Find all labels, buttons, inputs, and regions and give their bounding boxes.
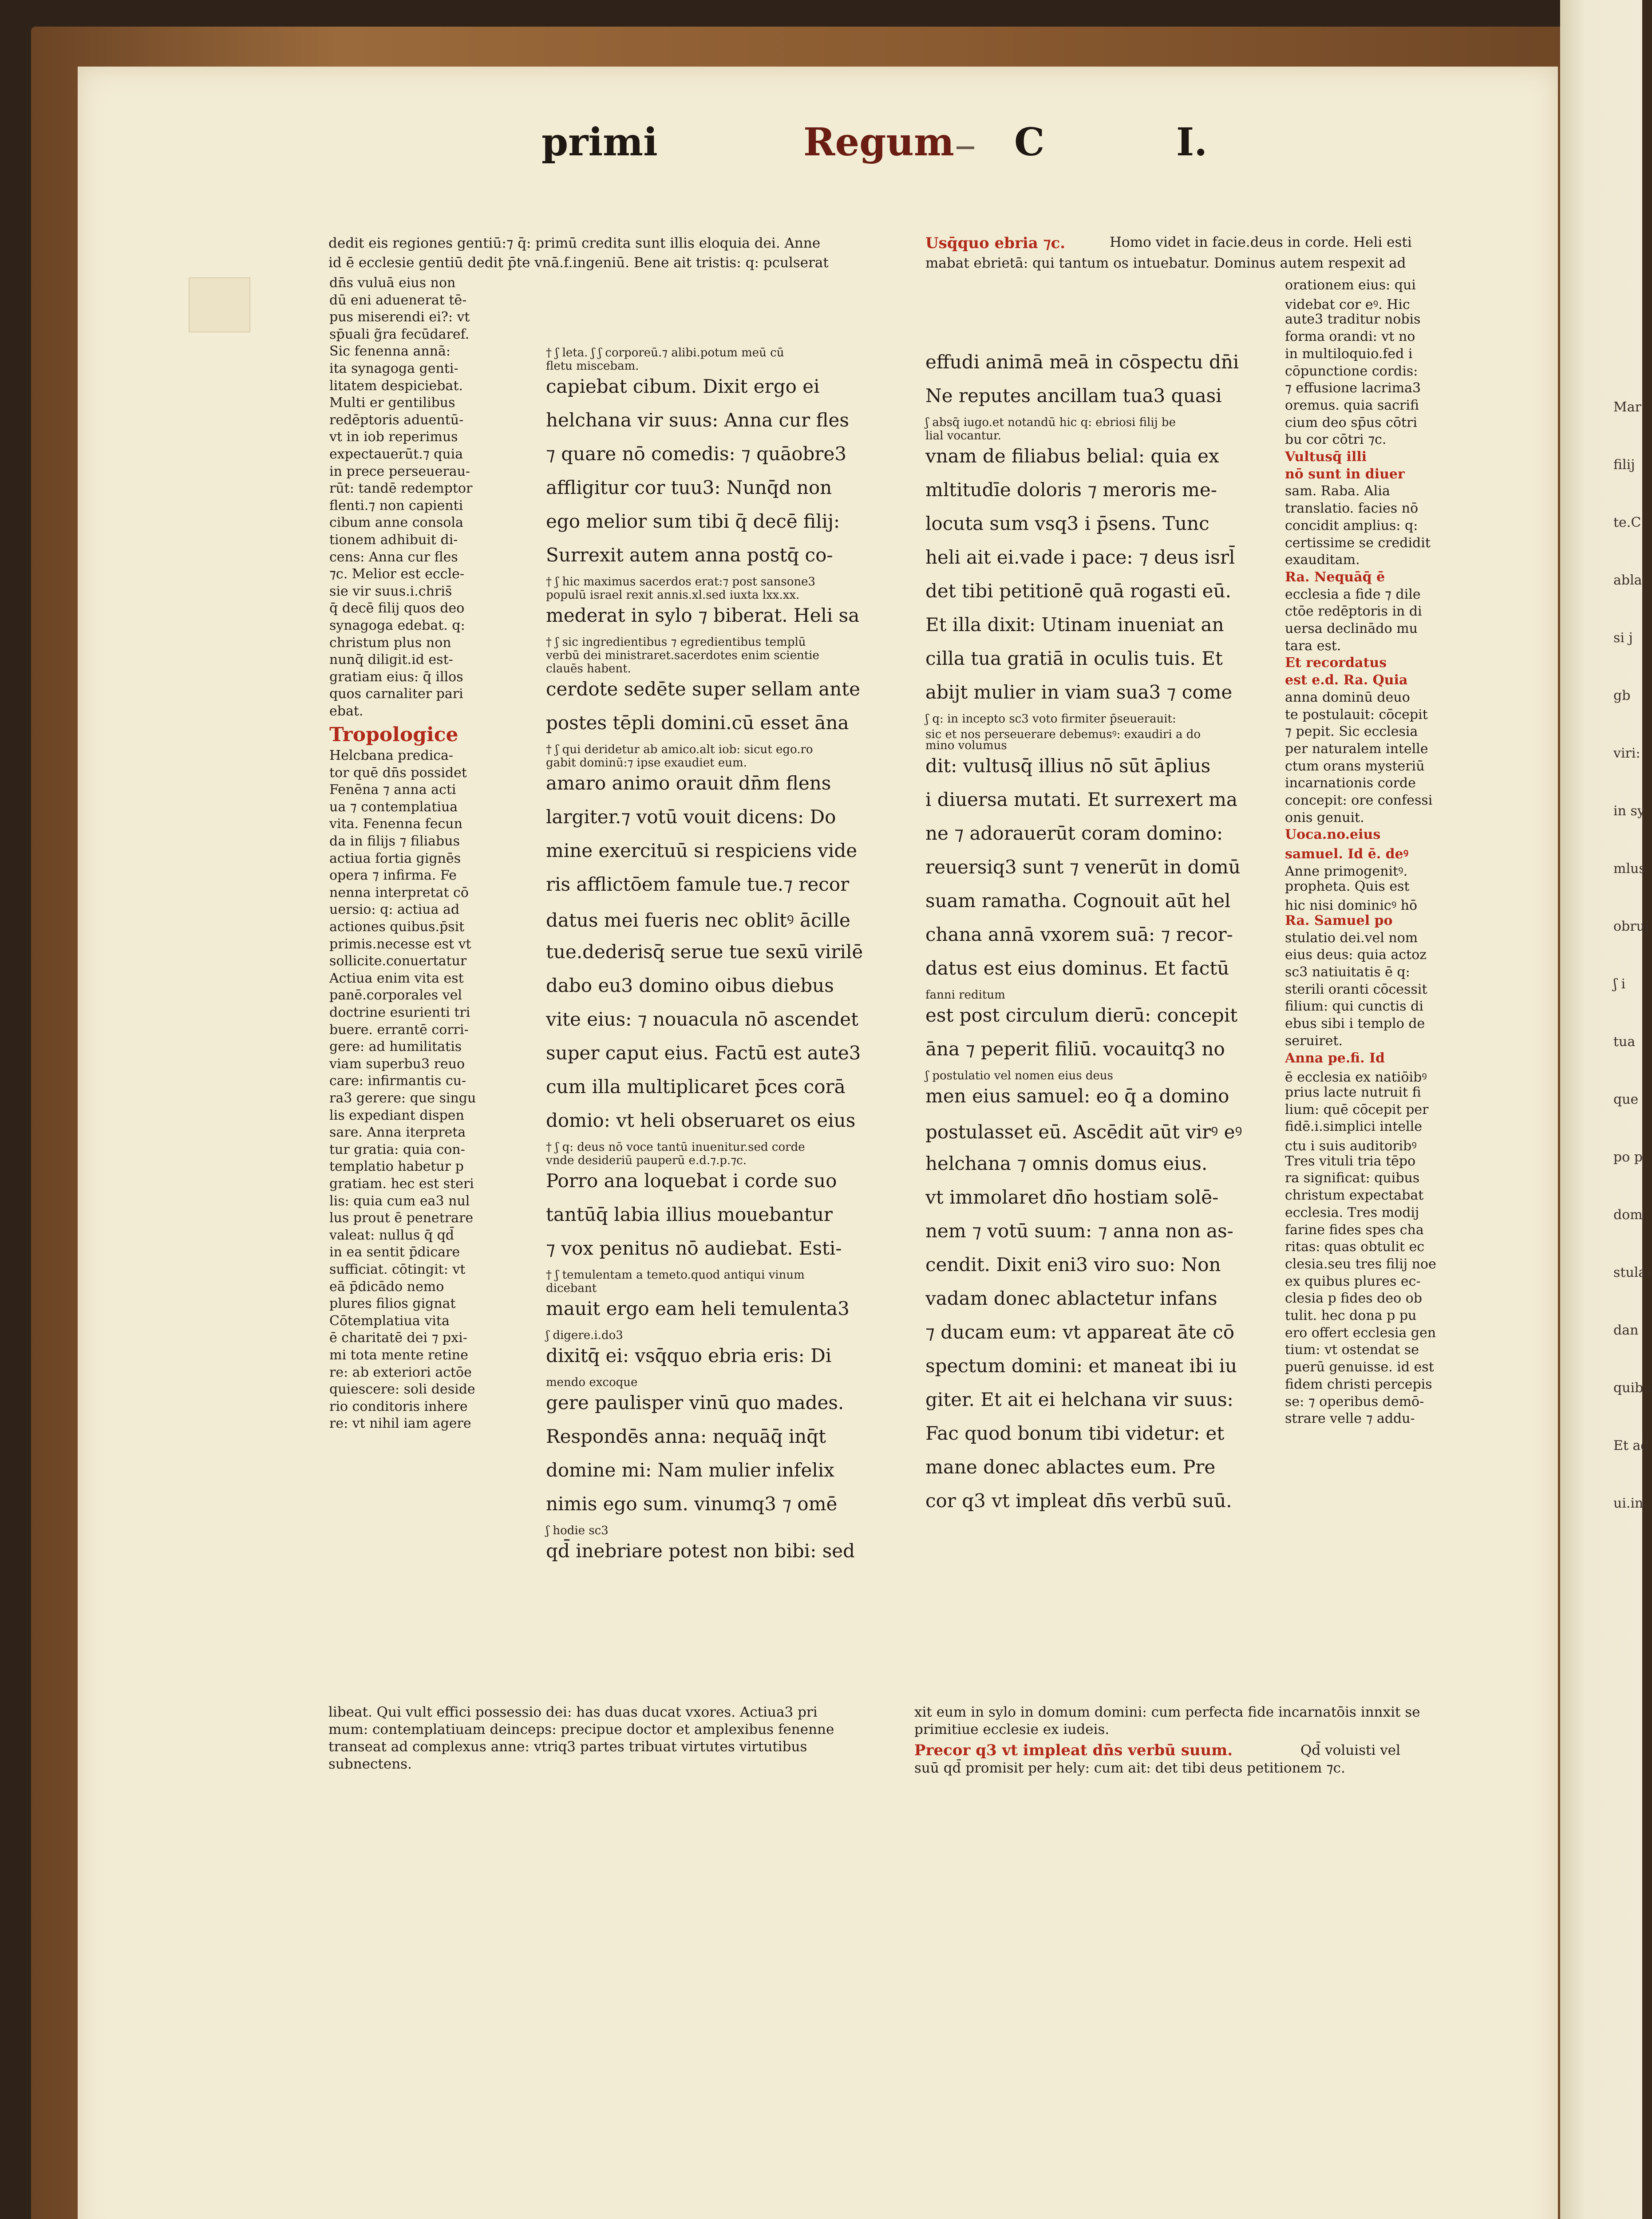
gloss-line: sufficiat. cōtingit: vt — [329, 1262, 466, 1277]
gloss-line: expectauerūt.⁊ quia — [329, 446, 463, 462]
interlinear-gloss: † ʃ qui deridetur ab amico.alt iob: sicut ego.ro — [546, 743, 813, 756]
gloss-line: valeat: nullus q̄ qd̄ — [329, 1227, 454, 1243]
gloss-line: tara est. — [1285, 638, 1341, 654]
text-line: Fac quod bonum tibi videtur: et — [925, 1422, 1225, 1444]
gloss-line: exauditam. — [1285, 552, 1360, 568]
gloss-line: ē charitatē dei ⁊ pxi- — [329, 1330, 467, 1346]
text-line: nimis ego sum. vinumq3 ⁊ omē — [546, 1493, 838, 1515]
gloss-line: fidē.i.simplici intelle — [1285, 1119, 1423, 1135]
running-head-left: primi — [541, 120, 658, 165]
text-line: nem ⁊ votū suum: ⁊ anna non as- — [925, 1220, 1233, 1242]
next-page-fragment: que — [1613, 1092, 1639, 1107]
gloss-line: tionem adhibuit di- — [329, 532, 458, 548]
gloss-line: sollicite.conuertatur — [329, 953, 467, 969]
gloss-line: vt in iob reperimus — [329, 429, 458, 445]
gloss-line: Fenēna ⁊ anna acti — [329, 782, 456, 798]
next-page-fragment: te.C — [1613, 515, 1641, 530]
text-line: vt immolaret dn̄o hostiam solē- — [925, 1186, 1219, 1208]
text-line: Et illa dixit: Utinam inueniat an — [925, 614, 1224, 636]
next-page-fragment: obrul — [1613, 919, 1649, 934]
gloss-line: cōpunctione cordis: — [1285, 363, 1418, 379]
gloss-line: primis.necesse est vt — [329, 936, 471, 952]
gloss-line: eius deus: quia actoz — [1285, 947, 1427, 963]
gloss-line: Tres vituli tria tēpo — [1285, 1153, 1416, 1169]
gloss-line: Helcbana predica- — [329, 748, 454, 763]
gloss-line: ⁊c. Melior est eccle- — [329, 566, 464, 582]
text-line: vadam donec ablactetur infans — [925, 1287, 1217, 1309]
gloss-line: da in filijs ⁊ filiabus — [329, 833, 460, 849]
gloss-line: oremus. quia sacrifi — [1285, 397, 1419, 413]
gloss-line: sp̄uali g̃ra fecūdaref. — [329, 326, 470, 342]
text-line: capiebat cibum. Dixit ergo ei — [546, 375, 820, 397]
text-line: vnam de filiabus belial: quia ex — [925, 445, 1219, 467]
gloss-line: nenna interpretat cō — [329, 884, 469, 900]
text-line: postes tēpli domini.cū esset āna — [546, 712, 849, 734]
text-line: qd̄ inebriare potest non bibi: sed — [546, 1540, 855, 1562]
text-line: suam ramatha. Cognouit aūt hel — [925, 890, 1231, 912]
paper-tab — [189, 277, 250, 332]
gloss-line: uersa declinādo mu — [1285, 621, 1418, 636]
text-line: spectum domini: et maneat ibi iu — [925, 1355, 1237, 1377]
interlinear-gloss: vnde desideriū pauperū e.d.⁊.p.⁊c. — [546, 1154, 747, 1167]
gloss-line: actiones quibus.p̄sit — [329, 919, 465, 935]
gloss-line: mum: contemplatiuam deinceps: precipue doctor et amplexibus fenenne — [328, 1722, 834, 1737]
gloss-line: Et recordatus — [1285, 655, 1387, 671]
text-line: abijt mulier in viam sua3 ⁊ come — [925, 681, 1233, 703]
gloss-line: ecclesia. Tres modij — [1285, 1204, 1419, 1220]
text-line: det tibi petitionē quā rogasti eū. — [925, 580, 1231, 602]
gloss-line: anna dominū deuo — [1285, 689, 1410, 705]
text-line: cum illa multiplicaret p̄ces corā — [546, 1076, 846, 1098]
text-line: gere paulisper vinū quo mades. — [546, 1392, 844, 1414]
gloss-line: dn̄s vuluā eius non — [329, 275, 456, 291]
gloss-line: primitiue ecclesie ex iudeis. — [914, 1722, 1110, 1737]
gloss-line: Cōtemplatiua vita — [329, 1313, 450, 1329]
text-line: heli ait ei.vade i pace: ⁊ deus isrl̄ — [925, 546, 1235, 568]
gloss-line: Actiua enim vita est — [329, 970, 464, 986]
text-line: āna ⁊ peperit filiū. vocauitq3 no — [925, 1038, 1225, 1060]
next-page-fragment: filij — [1613, 457, 1635, 473]
interlinear-gloss: dicebant — [546, 1282, 597, 1295]
text-line: Surrexit autem anna postq̄ co- — [546, 544, 833, 566]
gloss-line: ua ⁊ contemplatiua — [329, 799, 458, 815]
interlinear-gloss: † ʃ leta. ʃ ʃ corporeū.⁊ alibi.potum meū cū — [546, 346, 784, 359]
text-line: mane donec ablactes eum. Pre — [925, 1456, 1216, 1478]
gloss-line: clesia p fides deo ob — [1285, 1291, 1423, 1307]
gloss-line: onis genuit. — [1285, 809, 1364, 825]
gloss-line: actiua fortia gignēs — [329, 850, 461, 866]
gloss-line: puerū genuisse. id est — [1285, 1359, 1434, 1375]
next-page-edge — [1560, 0, 1652, 2219]
gloss-line: in ea sentit p̄dicare — [329, 1244, 460, 1260]
gloss-line: certissime se credidit — [1285, 535, 1431, 551]
interlinear-gloss: ʃ hodie sc3 — [546, 1524, 609, 1537]
text-line: domio: vt heli obseruaret os eius — [546, 1110, 856, 1131]
text-line: vite eius: ⁊ nouacula nō ascendet — [546, 1008, 859, 1030]
interlinear-gloss: gabit dominū:⁊ ipse exaudiet eum. — [546, 756, 747, 770]
gloss-line: gratiam. hec est steri — [329, 1176, 474, 1192]
interlinear-gloss: ʃ postulatio vel nomen eius deus — [925, 1069, 1113, 1082]
text-line: cilla tua gratiā in oculis tuis. Et — [925, 648, 1223, 669]
text-line: reuersiq3 sunt ⁊ venerūt in domū — [925, 856, 1241, 878]
gloss-line: in prece perseuerau- — [329, 463, 470, 479]
text-line: ris afflictōem famule tue.⁊ recor — [546, 873, 850, 895]
gloss-line: ebat. — [329, 703, 364, 719]
next-page-fragment: stulai — [1613, 1265, 1651, 1280]
gloss-line: aute3 traditur nobis — [1285, 312, 1421, 328]
gloss-line: sam. Raba. Alia — [1285, 483, 1390, 499]
gloss-line: plures filios gignat — [329, 1296, 456, 1312]
text-line: ⁊ ducam eum: vt appareat āte cō — [925, 1321, 1235, 1343]
gloss-line: lium: quē cōcepit per — [1285, 1102, 1429, 1117]
interlinear-gloss: † ʃ hic maximus sacerdos erat:⁊ post sansone3 — [546, 575, 816, 588]
interlinear-gloss: clauēs habent. — [546, 662, 631, 675]
text-line: mauit ergo eam heli temulenta3 — [546, 1298, 850, 1319]
gloss-line: sterili oranti cōcessit — [1285, 981, 1427, 997]
gloss-line: cens: Anna cur fles — [329, 549, 458, 565]
interlinear-gloss: sic et nos perseuerare debemusꝰ: exaudiri a do — [925, 728, 1201, 741]
gloss-line: Sic fenenna annā: — [329, 344, 451, 359]
gloss-line: re: vt nihil iam agere — [329, 1416, 471, 1432]
gloss-line: libeat. Qui vult effici possessio dei: has duas ducat vxores. Actiua3 pri — [328, 1704, 818, 1720]
gloss-line: id ē ecclesie gentiū dedit p̄te vnā.f.ingeniū. Bene ait tristis: q: pculserat — [328, 255, 829, 271]
text-line: dixitq̄ ei: vsq̄quo ebria eris: Di — [546, 1345, 832, 1366]
text-line: men eius samuel: eo q̄ a domino — [925, 1085, 1229, 1107]
gloss-line: templatio habetur p — [329, 1159, 464, 1175]
gloss-line: ecclesia a fide ⁊ dile — [1285, 586, 1421, 602]
gloss-line: ē ecclesia ex natiōibꝰ — [1285, 1070, 1427, 1086]
gloss-line: ⁊ pepit. Sic ecclesia — [1285, 724, 1418, 740]
gloss-line: videbat cor eꝰ. Hic — [1285, 296, 1410, 312]
gloss-line: ebus sibi i templo de — [1285, 1016, 1425, 1032]
next-page-fragment: dan — [1613, 1323, 1639, 1338]
folio-number: I. — [1176, 120, 1208, 165]
gloss-line: lis: quia cum ea3 nul — [329, 1193, 470, 1209]
gloss-line: mi tota mente retine — [329, 1347, 468, 1363]
gloss-heading: Precor q3 vt impleat dn̄s verbū suum. — [914, 1741, 1233, 1759]
gloss-line: uersio: q: actiua ad — [329, 902, 460, 918]
gloss-line: se: ⁊ operibus demō- — [1285, 1394, 1424, 1410]
gloss-line: nunq̄ diligit.id est- — [329, 652, 453, 668]
interlinear-gloss: fanni reditum — [925, 988, 1005, 1002]
gloss-line: ero offert ecclesia gen — [1285, 1325, 1436, 1341]
gloss-line: sc3 natiuitatis ē q: — [1285, 964, 1410, 980]
text-line: largiter.⁊ votū vouit dicens: Do — [546, 806, 836, 828]
gloss-line: rio conditoris inhere — [329, 1398, 468, 1414]
gloss-line: in multiloquio.fed i — [1285, 346, 1413, 362]
text-line: datus mei fueris nec oblitꝰ ācille — [546, 909, 850, 931]
gloss-line: Anne primogenitꝰ. — [1285, 863, 1408, 879]
gloss-line: ctōe redēptoris in di — [1285, 604, 1422, 620]
gloss-line: Uoca.no.eius — [1285, 827, 1381, 843]
text-line: cor q3 vt impleat dn̄s verbū suū. — [925, 1490, 1232, 1512]
gloss-line: quiescere: soli deside — [329, 1382, 475, 1398]
gloss-line: care: infirmantis cu- — [329, 1073, 466, 1089]
interlinear-gloss: populū israel rexit annis.xl.sed iuxta lxx.xx. — [546, 588, 800, 602]
text-line: mine exercituū si respiciens vide — [546, 840, 858, 861]
gloss-line: pus miserendi ei?: vt — [329, 309, 470, 325]
gloss-line: seruiret. — [1285, 1033, 1343, 1049]
gloss-line: filium: qui cunctis di — [1285, 999, 1423, 1015]
gloss-line: Vultusq̄ illi — [1285, 449, 1367, 465]
text-line: postulasset eū. Ascēdit aūt virꝰ eꝰ — [925, 1121, 1242, 1143]
next-page-fragment: Mar — [1613, 399, 1641, 415]
gloss-line: transeat ad complexus anne: vtriq3 partes tribuat virtutes virtutibus — [328, 1739, 807, 1755]
running-head-center: Regum — [803, 120, 954, 165]
gloss-line: ra3 gerere: que singu — [329, 1090, 476, 1106]
gloss-line: ex quibus plures ec- — [1285, 1273, 1421, 1289]
text-line: giter. Et ait ei helchana vir suus: — [925, 1389, 1233, 1410]
gloss-line: tium: vt ostendat se — [1285, 1342, 1419, 1358]
next-page-fragment: si j — [1613, 630, 1633, 646]
gloss-line: vita. Fenenna fecun — [329, 816, 462, 832]
next-page-fragment: in sy — [1613, 803, 1645, 819]
gloss-line: clesia.seu tres filij noe — [1285, 1256, 1436, 1272]
next-page-fragment: Et ad — [1613, 1438, 1649, 1453]
gloss-line: tur gratia: quia con- — [329, 1141, 465, 1157]
next-page-fragment: ui.in — [1613, 1496, 1644, 1511]
interlinear-gloss: ʃ q: in incepto sc3 voto firmiter p̄seuerauit: — [925, 712, 1176, 726]
gloss-line: ctum orans mysteriū — [1285, 758, 1425, 774]
gloss-line: Ra. Nequāq̄ ē — [1285, 569, 1385, 585]
next-page-fragment: abla — [1613, 573, 1642, 588]
interlinear-gloss: † ʃ sic ingredientibus ⁊ egredientibus templū — [546, 636, 806, 649]
gloss-line: gere: ad humilitatis — [329, 1039, 462, 1055]
text-line: helchana ⁊ omnis domus eius. — [925, 1153, 1208, 1174]
gloss-heading: Usq̄quo ebria ⁊c. — [925, 234, 1066, 252]
gloss-line: samuel. Id ē. deꝰ — [1285, 846, 1409, 862]
gloss-line: Anna pe.fi. Id — [1285, 1050, 1385, 1066]
gloss-line: propheta. Quis est — [1285, 878, 1410, 894]
gloss-line: dedit eis regiones gentiū:⁊ q̄: primū credita sunt illis eloquia dei. Anne — [328, 235, 821, 251]
interlinear-gloss: † ʃ q: deus nō voce tantū inuenitur.sed corde — [546, 1141, 805, 1154]
text-line: est post circulum dierū: concepit — [925, 1004, 1238, 1026]
text-line: tue.dederisq̄ serue tue sexū virilē — [546, 941, 863, 963]
text-line: tantūq̄ labia illius mouebantur — [546, 1204, 833, 1225]
gloss-line: panē.corporales vel — [329, 987, 462, 1003]
gloss-line: buere. errantē corri- — [329, 1022, 469, 1038]
next-page-fragment: quibu — [1613, 1380, 1652, 1396]
gloss-line: nō sunt in diuer — [1285, 466, 1405, 482]
gloss-line: quos carnaliter pari — [329, 686, 463, 702]
text-line: cendit. Dixit eni3 viro suo: Non — [925, 1254, 1221, 1275]
gloss-line: flenti.⁊ non capienti — [329, 497, 463, 513]
gloss-line: lis expediant dispen — [329, 1107, 464, 1123]
gloss-line: fidem christi percepis — [1285, 1376, 1432, 1392]
next-page-fragment: viri: — [1613, 746, 1640, 761]
gloss-line: suū qd̄ promisit per hely: cum ait: det tibi deus petitionem ⁊c. — [914, 1760, 1345, 1776]
text-line: ne ⁊ adorauerūt coram domino: — [925, 822, 1223, 844]
gloss-line: eā p̄dicādo nemo — [329, 1279, 444, 1295]
gloss-heading: Tropologice — [329, 723, 458, 746]
gloss-line: redēptoris aduentū- — [329, 412, 464, 428]
gloss-line: re: ab exteriori actōe — [329, 1364, 472, 1380]
interlinear-gloss: verbū dei ministraret.sacerdotes enim scientie — [546, 649, 819, 662]
text-line: ego melior sum tibi q̄ decē filij: — [546, 510, 840, 532]
gloss-line: tulit. hec dona p pu — [1285, 1308, 1417, 1323]
gloss-line: concidit amplius: q: — [1285, 517, 1418, 533]
gloss-line: hic nisi dominicꝰ hō — [1285, 898, 1418, 914]
text-line: domine mi: Nam mulier infelix — [546, 1459, 834, 1481]
text-line: Respondēs anna: nequāq̄ inq̄t — [546, 1425, 826, 1447]
running-head-rule — [956, 146, 974, 149]
gloss-line: Multi er gentilibus — [329, 395, 455, 411]
gloss-line: rūt: tandē redemptor — [329, 481, 473, 497]
gloss-line: Homo videt in facie.deus in corde. Heli esti — [1110, 234, 1412, 250]
next-page-fragment: mlus — [1613, 861, 1646, 877]
gloss-line: est e.d. Ra. Quia — [1285, 672, 1408, 688]
gloss-line: synagoga edebat. q: — [329, 618, 465, 633]
gloss-line: prius lacte nutruit fi — [1285, 1084, 1421, 1100]
gloss-line: Ra. Samuel po — [1285, 912, 1393, 928]
interlinear-gloss: † ʃ temulentam a temeto.quod antiqui vinum — [546, 1268, 805, 1282]
gloss-line: opera ⁊ infirma. Fe — [329, 868, 457, 884]
text-line: helchana vir suus: Anna cur fles — [546, 409, 849, 431]
gloss-line: per naturalem intelle — [1285, 741, 1428, 757]
interlinear-gloss: fletu miscebam. — [546, 359, 639, 373]
gloss-line: forma orandi: vt no — [1285, 329, 1415, 345]
gloss-line: translatio. facies nō — [1285, 501, 1419, 517]
next-page-fragment: dom — [1613, 1207, 1643, 1223]
text-line: Porro ana loquebat i corde suo — [546, 1170, 837, 1192]
gloss-line: bu cor cōtri ⁊c. — [1285, 432, 1387, 448]
gloss-line: litatem despiciebat. — [329, 378, 463, 394]
gloss-line: strare velle ⁊ addu- — [1285, 1411, 1415, 1427]
gloss-line: gratiam eius: q̄ illos — [329, 669, 463, 685]
gloss-line: xit eum in sylo in domum domini: cum perfecta fide incarnatōis innxit se — [914, 1704, 1420, 1720]
gloss-line: sare. Anna iterpreta — [329, 1125, 466, 1141]
text-line: Ne reputes ancillam tua3 quasi — [925, 385, 1222, 407]
gloss-line: mabat ebrietā: qui tantum os intuebatur. Dominus autem respexit ad — [925, 255, 1406, 271]
gloss-line: christum plus non — [329, 635, 451, 651]
gloss-line: te postulauit: cōcepit — [1285, 707, 1428, 723]
text-line: ⁊ quare nō comedis: ⁊ quāobre3 — [546, 443, 847, 465]
text-line: ⁊ vox penitus nō audiebat. Esti- — [546, 1237, 842, 1259]
next-page-fragment: po p — [1613, 1149, 1643, 1165]
gloss-line: doctrine esurienti tri — [329, 1005, 470, 1020]
interlinear-gloss: ʃ digere.i.do3 — [546, 1329, 623, 1342]
gloss-line: lus prout ē penetrare — [329, 1210, 474, 1226]
text-line: dabo eu3 domino oibus diebus — [546, 975, 834, 996]
next-page-fragment: ʃ i — [1613, 976, 1626, 992]
text-line: super caput eius. Factū est aute3 — [546, 1042, 861, 1064]
next-page-fragment: tua — [1613, 1034, 1636, 1050]
text-line: i diuersa mutati. Et surrexert ma — [925, 789, 1238, 810]
interlinear-gloss: ʃ absq̄ iugo.et notandū hic q: ebriosi filij be — [925, 416, 1176, 429]
text-line: amaro animo orauit dn̄m flens — [546, 772, 831, 794]
text-line: cerdote sedēte super sellam ante — [546, 678, 861, 700]
interlinear-gloss: lial vocantur. — [925, 429, 1001, 442]
text-line: mltitudīe doloris ⁊ meroris me- — [925, 479, 1217, 501]
gloss-line: subnectens. — [328, 1756, 412, 1772]
gloss-line: Qd̄ voluisti vel — [1300, 1742, 1400, 1758]
gloss-line: sie vir suus.i.chris̄ — [329, 583, 452, 599]
text-line: locuta sum vsq3 i p̄sens. Tunc — [925, 513, 1209, 534]
gloss-line: cibum anne consola — [329, 515, 463, 531]
gloss-line: incarnationis corde — [1285, 775, 1416, 791]
gloss-line: orationem eius: qui — [1285, 277, 1416, 293]
gloss-line: ita synagoga genti- — [329, 361, 458, 376]
text-line: mederat in sylo ⁊ biberat. Heli sa — [546, 604, 860, 626]
interlinear-gloss: mendo excoque — [546, 1376, 638, 1389]
next-page-fragment: gb — [1613, 688, 1631, 703]
gloss-line: cium deo sp̄us cōtri — [1285, 415, 1417, 430]
gloss-line: dū eni aduenerat tē- — [329, 292, 467, 308]
text-line: affligitur cor tuu3: Nunq̄d non — [546, 477, 832, 498]
gloss-line: q̄ decē filij quos deo — [329, 600, 465, 616]
gloss-line: stulatio dei.vel nom — [1285, 930, 1418, 946]
gloss-line: ⁊ effusione lacrima3 — [1285, 380, 1421, 396]
gloss-line: concepit: ore confessi — [1285, 793, 1433, 808]
gloss-line: tor quē dn̄s possidet — [329, 765, 467, 781]
gloss-line: ritas: quas obtulit ec — [1285, 1239, 1425, 1255]
running-head-letter: C — [1014, 120, 1045, 165]
gloss-line: christum expectabat — [1285, 1188, 1424, 1204]
text-line: effudi animā meā in cōspectu dn̄i — [925, 351, 1239, 373]
gloss-line: viam superbu3 reuo — [329, 1056, 465, 1072]
text-line: datus est eius dominus. Et factū — [925, 957, 1229, 979]
text-line: dit: vultusq̄ illius nō sūt āplius — [925, 755, 1211, 777]
gloss-line: ctu i suis auditoribꝰ — [1285, 1138, 1417, 1154]
interlinear-gloss: mino volumus — [925, 739, 1007, 752]
gloss-line: ra significat: quibus — [1285, 1170, 1420, 1186]
gloss-line: farine fides spes cha — [1285, 1222, 1424, 1238]
text-line: chana annā vxorem suā: ⁊ recor- — [925, 924, 1233, 945]
